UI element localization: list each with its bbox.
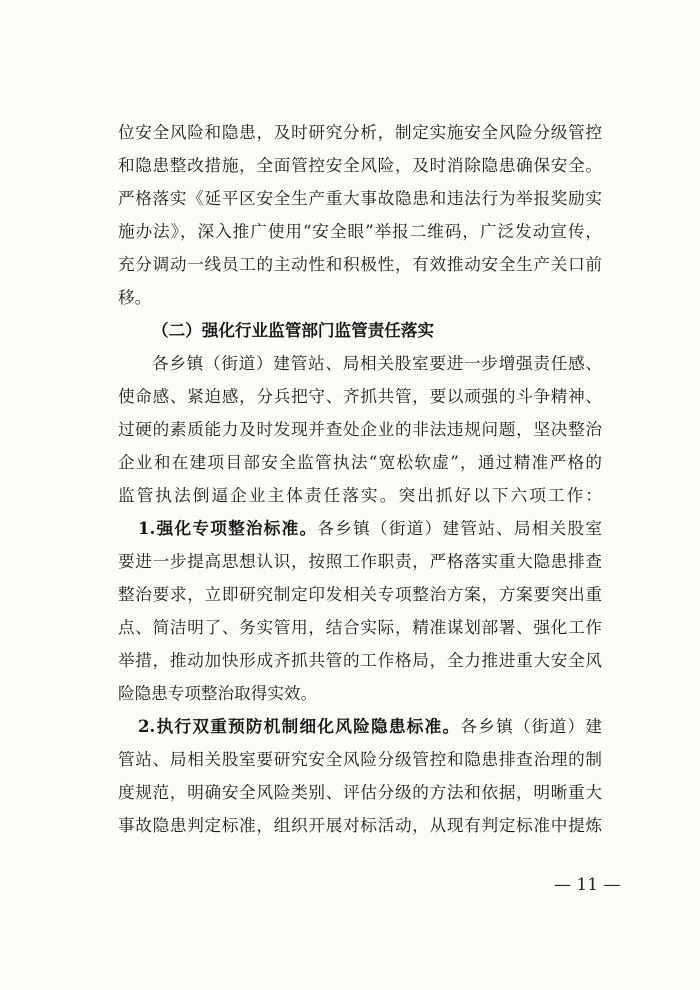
paragraph-line: 整治要求，立即研究制定印发相关专项整治方案，方案要突出重 xyxy=(118,585,602,604)
paragraph-line: 移。 xyxy=(118,288,152,307)
paragraph-line: 严格落实《延平区安全生产重大事故隐患和违法行为举报奖励实 xyxy=(118,189,602,208)
paragraph-line: 点、简洁明了、务实管用，结合实际，精准谋划部署、强化工作 xyxy=(118,618,602,637)
document-body xyxy=(118,116,602,842)
paragraph-line: 施办法》，深入推广使用“安全眼”举报二维码，广泛发动宣传， xyxy=(118,222,602,241)
paragraph-line: 使命感、紧迫感，分兵把守、齐抓共管，要以顽强的斗争精神、 xyxy=(118,387,602,406)
paragraph-line: 监管执法倒逼企业主体责任落实。突出抓好以下六项工作： xyxy=(118,486,602,505)
paragraph-line: 险隐患专项整治取得实效。 xyxy=(118,684,318,703)
paragraph-line: 各乡镇（街道）建管站、局相关股室要进一步增强责任感、 xyxy=(152,354,602,373)
item2-text: 各乡镇（街道）建 xyxy=(460,717,603,736)
paragraph-line: 事故隐患判定标准，组织开展对标活动，从现有判定标准中提炼 xyxy=(118,816,602,835)
item1-text: 各乡镇（街道）建管站、局相关股室 xyxy=(317,519,603,538)
page-number: — 11 — xyxy=(554,875,621,895)
paragraph-line: 充分调动一线员工的主动性和积极性，有效推动安全生产关口前 xyxy=(118,255,602,274)
paragraph-line: 和隐患整改措施，全面管控安全风险，及时消除隐患确保安全。 xyxy=(118,156,602,175)
paragraph-line: 位安全风险和隐患，及时研究分析，制定实施安全风险分级管控 xyxy=(118,123,602,142)
item2-title: 2.执行双重预防机制细化风险隐患标准。 xyxy=(138,716,461,736)
item1-first-line xyxy=(118,512,602,545)
paragraph-line: 企业和在建项目部安全监管执法“宽松软虚”，通过精准严格的 xyxy=(118,453,602,472)
paragraph-line: 举措，推动加快形成齐抓共管的工作格局，全力推进重大安全风 xyxy=(118,651,602,670)
paragraph-line: 要进一步提高思想认识，按照工作职责，严格落实重大隐患排查 xyxy=(118,552,602,571)
paragraph-line: 管站、局相关股室要研究安全风险分级管控和隐患排查治理的制 xyxy=(118,750,602,769)
paragraph-line: 过硬的素质能力及时发现并查处企业的非法违规问题，坚决整治 xyxy=(118,420,602,439)
paragraph-line: 度规范，明确安全风险类别、评估分级的方法和依据，明晰重大 xyxy=(118,783,602,802)
section-heading: （二）强化行业监管部门监管责任落实 xyxy=(152,320,435,340)
item2-first-line xyxy=(118,710,602,743)
item1-title: 1.强化专项整治标准。 xyxy=(138,518,318,538)
